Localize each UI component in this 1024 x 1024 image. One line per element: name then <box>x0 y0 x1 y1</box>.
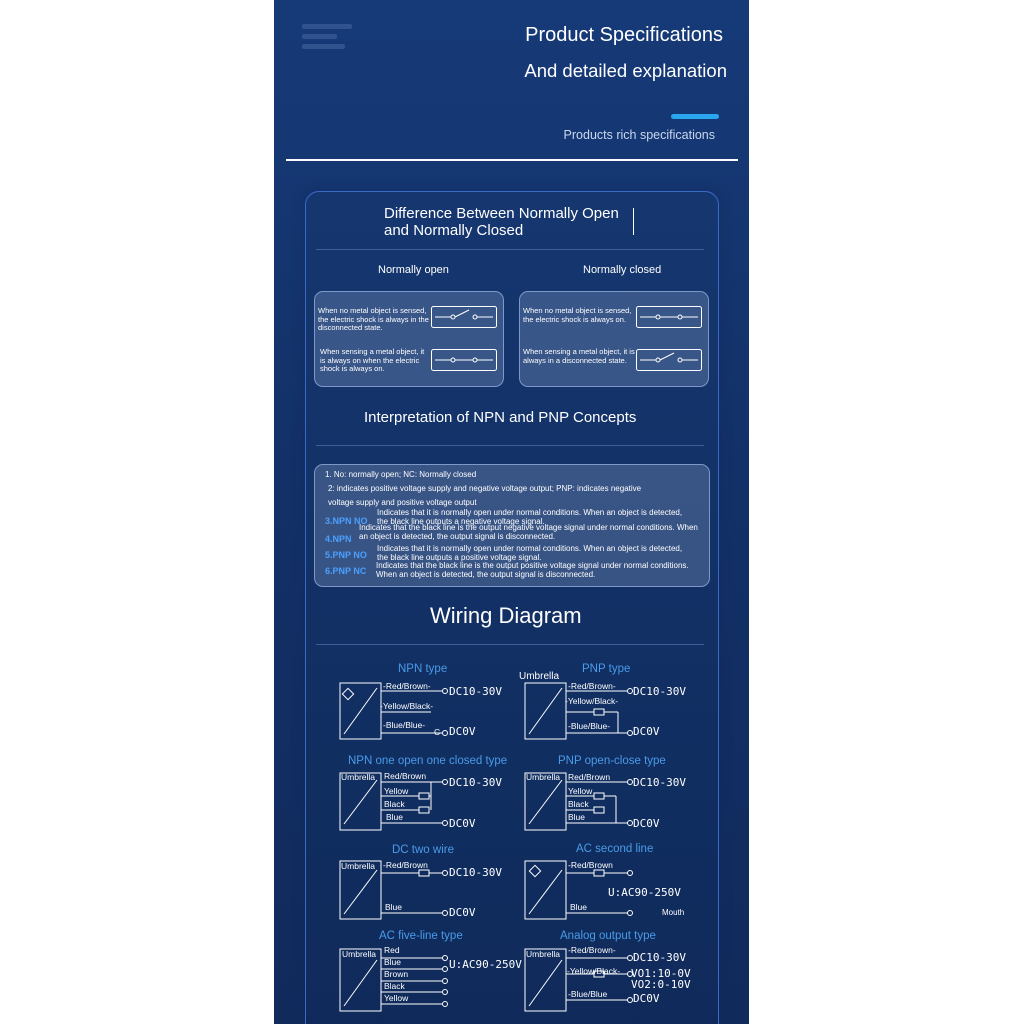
pnp-oc-wire-1: Red/Brown <box>568 772 611 782</box>
desc-line: Indicates that it is normally open under normal conditions. When an object is detected, <box>377 508 683 517</box>
npn-extra-label: C <box>434 727 441 737</box>
dc2-wire-1: -Red/Brown <box>383 860 428 870</box>
npn-wire-3: -Blue/Blue- <box>383 720 426 730</box>
concept-line-2a: 2: indicates positive voltage supply and negative voltage output; PNP: indicates negative <box>328 484 642 493</box>
pnp-oc-voltage-low: DC0V <box>633 817 660 830</box>
npn-pnp-divider <box>316 445 704 446</box>
dc2-voltage-high: DC10-30V <box>449 866 502 879</box>
wiring-divider <box>316 644 704 645</box>
analog-voltage-supply: DC10-30V <box>633 951 686 964</box>
ac5-wire-4: Black <box>384 981 405 991</box>
open-switch-icon <box>636 349 702 371</box>
open-desc-1: When no metal object is sensed, the electric shock is always in the disconnected state. <box>318 306 429 332</box>
pnp-oc-box-label: Umbrella <box>526 772 561 782</box>
analog-wire-3: -Blue/Blue <box>568 989 608 999</box>
desc-line: the black line outputs a negative voltage signal. <box>377 516 545 526</box>
ac2-voltage: U:AC90-250V <box>608 886 681 899</box>
npn-oc-wire-4: Blue <box>386 812 404 822</box>
analog-box-label: Umbrella <box>526 949 561 959</box>
npn-oc-wire-1: Red/Brown <box>384 771 427 781</box>
pnp-oc-voltage-high: DC10-30V <box>633 776 686 789</box>
dc2-voltage-low: DC0V <box>449 906 476 919</box>
npn-wire-2: -Yellow/Black- <box>380 701 434 711</box>
npn-oc-box-label: Umbrella <box>341 772 376 782</box>
product-spec-panel <box>274 0 749 1024</box>
pnp-wire-1: -Red/Brown- <box>568 681 616 691</box>
closed-switch-icon <box>431 349 497 371</box>
no-nc-title-line1: Difference Between Normally Open <box>384 205 619 222</box>
dc2-wire-2: Blue <box>385 902 403 912</box>
concept-line-1: 1. No: normally open; NC: Normally closed <box>325 470 477 479</box>
ac5-box-label: Umbrella <box>342 949 377 959</box>
ac-second-line-title: AC second line <box>576 843 654 855</box>
pnp-oc-wire-4: Blue <box>568 812 586 822</box>
concept-item-desc <box>377 545 682 562</box>
normally-closed-box <box>519 291 709 387</box>
analog-wire-1: -Red/Brown- <box>568 945 616 955</box>
desc-line: Indicates that the black line is the output positive voltage signal under normal conditions. <box>376 561 689 570</box>
pnp-voltage-high: DC10-30V <box>633 685 686 698</box>
item-number: 6. <box>325 566 333 576</box>
analog-wire-2: -Yellow/Black- <box>567 966 621 976</box>
text-cursor <box>633 208 634 235</box>
wiring-diagram-title: Wiring Diagram <box>430 603 582 628</box>
page-title: Product Specifications <box>525 24 723 46</box>
concept-item-desc <box>359 524 698 541</box>
concept-item <box>325 561 366 579</box>
analog-output-title: Analog output type <box>560 930 656 942</box>
pnp-oc-wire-3: Black <box>568 799 589 809</box>
ac5-wire-2: Blue <box>384 957 402 967</box>
open-switch-icon <box>431 306 497 328</box>
desc-line: the black line outputs a positive voltage signal. <box>377 552 542 562</box>
normally-closed-heading: Normally closed <box>583 264 662 276</box>
analog-vo1: VO1:10-0V <box>631 967 691 980</box>
desc-line: an object is detected, the output signal is disconnected. <box>359 531 556 541</box>
npn-wire-1: -Red/Brown- <box>383 681 431 691</box>
item-number: 5. <box>325 550 333 560</box>
item-keyword: PNP NO <box>332 550 367 560</box>
npn-type-title: NPN type <box>398 663 448 675</box>
item-keyword: PNP NC <box>332 566 367 576</box>
ac5-wire-1: Red <box>384 945 400 955</box>
npn-oc-wire-3: Black <box>384 799 405 809</box>
pnp-box-label: Umbrella <box>519 671 560 682</box>
no-nc-title <box>384 205 619 239</box>
concept-line-2b: voltage supply and positive voltage output <box>328 498 477 507</box>
item-keyword: NPN NO <box>332 516 368 526</box>
closed-switch-icon <box>636 306 702 328</box>
brand-logo-faint <box>302 24 352 56</box>
item-number: 4. <box>325 534 333 544</box>
item-keyword: NPN <box>332 534 352 544</box>
npn-pnp-title: Interpretation of NPN and PNP Concepts <box>364 409 637 426</box>
pnp-wire-2: -Yellow/Black- <box>565 696 619 706</box>
ac2-wire-1: -Red/Brown <box>568 860 613 870</box>
analog-vo2: VO2:0-10V <box>631 978 691 991</box>
dc2-box-label: Umbrella <box>341 861 376 871</box>
normally-open-heading: Normally open <box>378 264 449 276</box>
analog-voltage-low: DC0V <box>633 992 660 1005</box>
pnp-oc-title: PNP open-close type <box>558 755 666 767</box>
desc-line: When an object is detected, the output signal is disconnected. <box>376 569 596 579</box>
page-subtitle: And detailed explanation <box>524 60 727 81</box>
dc-two-wire-title: DC two wire <box>392 844 454 856</box>
pnp-oc-wire-2: Yellow <box>568 786 593 796</box>
no-nc-divider <box>316 249 704 250</box>
desc-line: Indicates that the black line is the output negative voltage signal under normal conditions. When <box>359 523 698 532</box>
header-divider <box>286 159 738 161</box>
desc-line: Indicates that it is normally open under normal conditions. When an object is detected, <box>377 544 683 553</box>
section-tagline: Products rich specifications <box>563 128 715 142</box>
ac-five-line-title: AC five-line type <box>379 930 463 942</box>
normally-open-box <box>314 291 504 387</box>
npn-oc-voltage-high: DC10-30V <box>449 776 502 789</box>
npn-oc-voltage-low: DC0V <box>449 817 476 830</box>
pnp-wire-3: -Blue/Blue- <box>568 721 611 731</box>
npn-voltage-high: DC10-30V <box>449 685 502 698</box>
closed-desc-1: When no metal object is sensed, the electric shock is always on. <box>523 306 632 324</box>
npn-oc-title: NPN one open one closed type <box>348 755 508 767</box>
open-desc-2: When sensing a metal object, it is always on when the electric shock is always on. <box>320 347 425 373</box>
npn-oc-wire-2: Yellow <box>384 786 409 796</box>
npn-voltage-low: DC0V <box>449 725 476 738</box>
ac2-wire-2: Blue <box>570 902 588 912</box>
pnp-voltage-low: DC0V <box>633 725 660 738</box>
closed-desc-2: When sensing a metal object, it is always in a disconnected state. <box>523 347 635 365</box>
spec-card <box>305 191 719 1024</box>
concept-item-desc <box>376 562 689 579</box>
item-number: 3. <box>325 516 333 526</box>
ac5-wire-3: Brown <box>384 969 409 979</box>
ac2-mouth-label: Mouth <box>662 908 685 917</box>
ac5-voltage: U:AC90-250V <box>449 958 522 971</box>
npn-pnp-box <box>314 464 710 587</box>
no-nc-title-line2: and Normally Closed <box>384 222 524 239</box>
accent-bar <box>671 114 719 119</box>
ac5-wire-5: Yellow <box>384 993 409 1003</box>
pnp-type-title: PNP type <box>582 663 631 675</box>
